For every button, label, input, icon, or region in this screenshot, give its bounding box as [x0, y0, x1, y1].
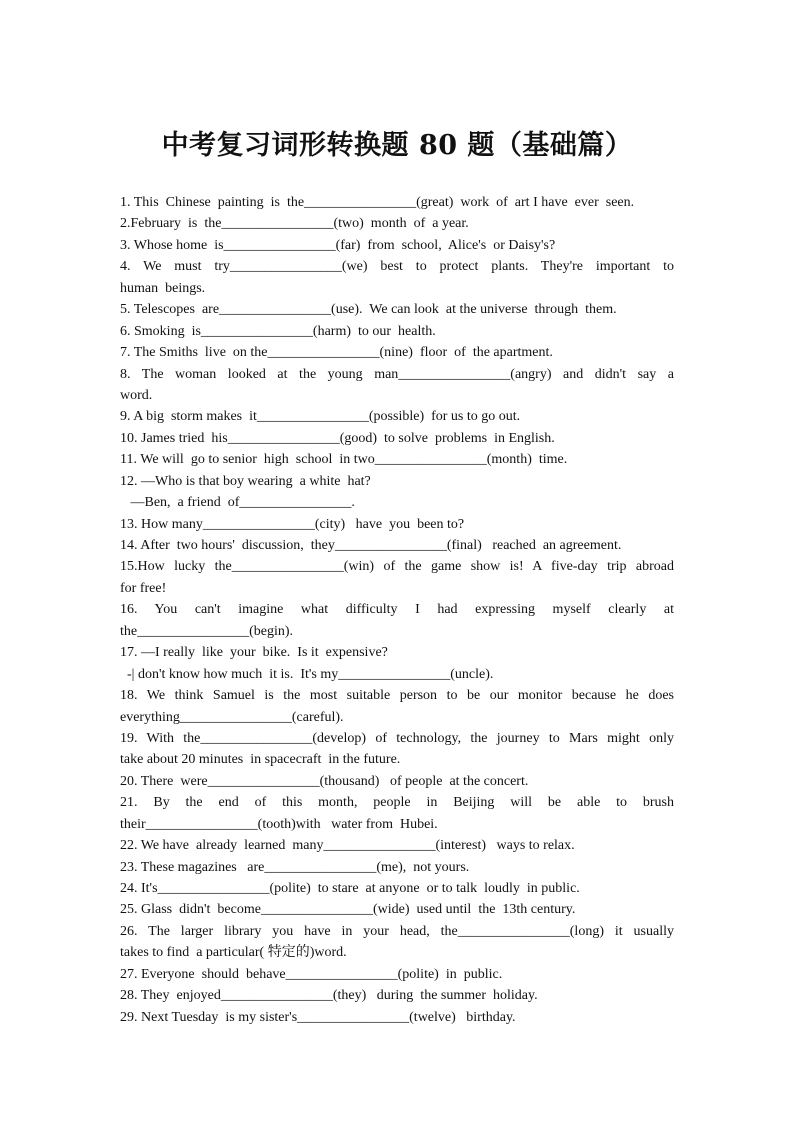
question-line: 3. Whose home is________________(far) from school, Alice's or Daisy's? — [120, 237, 556, 253]
question-list — [120, 192, 674, 1028]
question-line: -| don't know how much it is. It's my________________(uncle). — [120, 666, 494, 682]
question-line: 24. It's________________(polite) to stare at anyone or to talk loudly in public. — [120, 881, 580, 896]
question-line: 15.How lucky the________________(win) of the game show is! A five-day trip abroad — [120, 559, 674, 575]
question-line: 21. By the end of this month, people in Beijing will be able to brush — [120, 795, 674, 811]
page-title: 中考复习词形转换题 80 题（基础篇） — [161, 130, 633, 161]
question-line: 12. —Who is that boy wearing a white hat? — [120, 473, 371, 489]
question-line: the________________(begin). — [120, 623, 294, 639]
question-line: 9. A big storm makes it________________(possible) for us to go out. — [120, 409, 521, 425]
question-line: human beings. — [120, 280, 206, 296]
question-line: 23. These magazines are________________(me), not yours. — [120, 859, 470, 875]
question-line: 29. Next Tuesday is my sister's________________(twelve) birthday. — [120, 1009, 516, 1025]
question-line: 10. James tried his________________(good) to solve problems in English. — [120, 430, 555, 446]
question-line: 19. With the________________(develop) of technology, the journey to Mars might only — [120, 730, 674, 746]
question-line: takes to find a particular( 特定的)word. — [120, 945, 347, 961]
question-line: 27. Everyone should behave________________(polite) in public. — [120, 966, 503, 982]
question-line: 4. We must try________________(we) best to protect plants. They're important to — [120, 259, 674, 275]
question-line: 16. You can't imagine what difficulty I had expressing myself clearly at — [120, 602, 674, 618]
question-line: 6. Smoking is________________(harm) to our health. — [120, 323, 436, 339]
question-line: 14. After two hours' discussion, they________________(final) reached an agreement. — [120, 538, 622, 553]
question-line: 17. —I really like your bike. Is it expensive? — [120, 645, 388, 661]
question-line: 18. We think Samuel is the most suitable person to be our monitor because he does — [120, 688, 674, 704]
question-line: 20. There were________________(thousand) of people at the concert. — [120, 773, 529, 789]
question-line: 8. The woman looked at the young man________________(angry) and didn't say a — [120, 366, 674, 382]
question-line: 2.February is the________________(two) month of a year. — [120, 216, 469, 232]
question-line: everything________________(careful). — [120, 709, 344, 725]
question-line: take about 20 minutes in spacecraft in the future. — [120, 752, 401, 768]
question-line: —Ben, a friend of________________. — [120, 495, 355, 511]
question-line: word. — [120, 387, 153, 403]
question-line: 1. This Chinese painting is the________________(great) work of art I have ever seen. — [120, 195, 635, 210]
question-line: their________________(tooth)with water from Hubei. — [120, 816, 438, 832]
question-line: 26. The larger library you have in your head, the________________(long) it usually — [120, 923, 674, 939]
question-line: 11. We will go to senior high school in two________________(month) time. — [120, 452, 568, 468]
question-line: for free! — [120, 580, 167, 596]
question-line: 22. We have already learned many________________(interest) ways to relax. — [120, 838, 575, 854]
question-line: 28. They enjoyed________________(they) during the summer holiday. — [120, 988, 538, 1004]
question-line: 25. Glass didn't become________________(wide) used until the 13th century. — [120, 902, 576, 918]
question-line: 13. How many________________(city) have you been to? — [120, 516, 465, 532]
question-line: 7. The Smiths live on the________________(nine) floor of the apartment. — [120, 345, 553, 361]
question-line: 5. Telescopes are________________(use). We can look at the universe through them. — [120, 302, 617, 318]
